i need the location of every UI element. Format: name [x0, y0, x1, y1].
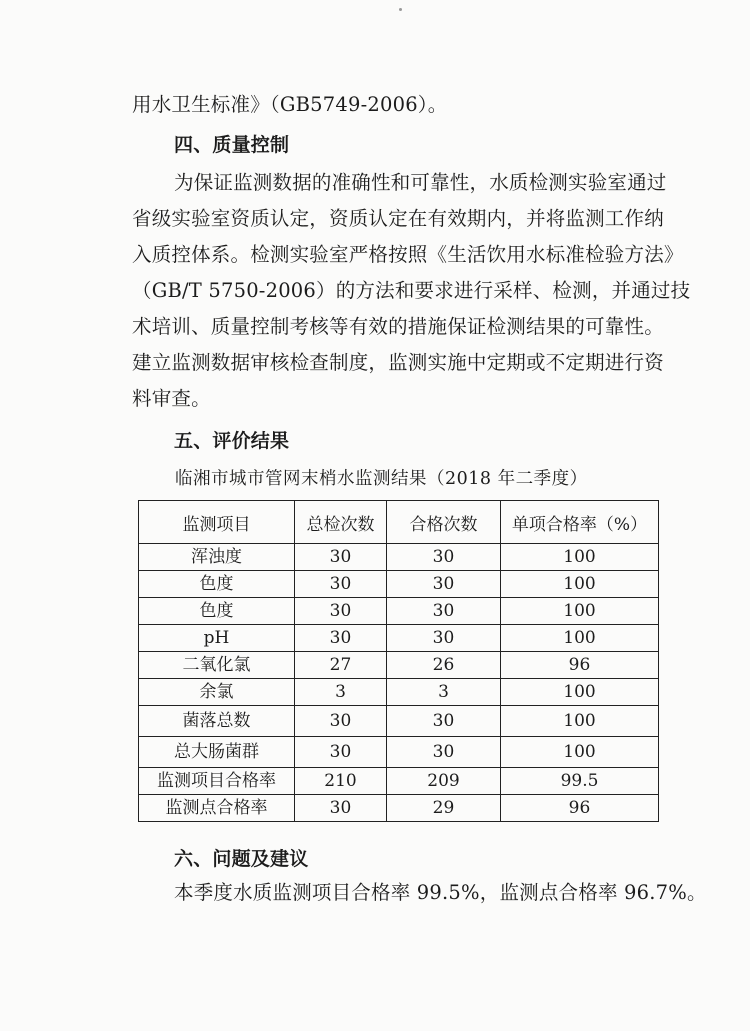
table-cell: 100: [501, 737, 659, 768]
table-cell: 26: [387, 652, 501, 679]
table-header-row: [139, 501, 659, 544]
column-header-item: 监测项目: [139, 501, 295, 544]
table-cell: 余氯: [139, 679, 295, 706]
table-row: [139, 768, 659, 795]
continuation-text: 用水卫生标准》（GB5749-2006）。: [132, 93, 448, 116]
table-cell: 29: [387, 795, 501, 822]
table-cell: 监测项目合格率: [139, 768, 295, 795]
table-cell: 3: [387, 679, 501, 706]
section-heading-issues: 六、问题及建议: [174, 848, 309, 870]
table-cell: 30: [387, 598, 501, 625]
table-row: [139, 706, 659, 737]
table-cell: 30: [387, 571, 501, 598]
table-cell: 3: [295, 679, 387, 706]
table-cell: 色度: [139, 598, 295, 625]
table-cell: 30: [387, 737, 501, 768]
table-cell: 100: [501, 625, 659, 652]
column-header-rate: 单项合格率（%）: [501, 501, 659, 544]
section-heading-quality: 四、质量控制: [174, 134, 290, 156]
table-cell: 菌落总数: [139, 706, 295, 737]
table-cell: 30: [295, 706, 387, 737]
paragraph-line: 术培训、质量控制考核等有效的措施保证检测结果的可靠性。: [132, 315, 664, 338]
paragraph-line: 省级实验室资质认定，资质认定在有效期内，并将监测工作纳: [132, 207, 664, 230]
table-cell: 30: [295, 625, 387, 652]
table-cell: 96: [501, 652, 659, 679]
table-cell: pH: [139, 625, 295, 652]
paragraph-line: 为保证监测数据的准确性和可靠性，水质检测实验室通过: [174, 171, 667, 194]
table-cell: 30: [387, 706, 501, 737]
table-cell: 二氧化氯: [139, 652, 295, 679]
paragraph-line: （GB/T 5750-2006）的方法和要求进行采样、检测，并通过技: [132, 279, 691, 302]
table-cell: 30: [295, 737, 387, 768]
results-table: [138, 500, 659, 822]
table-cell: 96: [501, 795, 659, 822]
table-cell: 浑浊度: [139, 544, 295, 571]
table-row: [139, 544, 659, 571]
scan-speck: [399, 8, 402, 11]
paragraph-line: 料审查。: [132, 387, 211, 410]
table-cell: 100: [501, 571, 659, 598]
table-cell: 30: [387, 625, 501, 652]
table-row: [139, 625, 659, 652]
table-cell: 100: [501, 679, 659, 706]
column-header-passed: 合格次数: [387, 501, 501, 544]
column-header-total: 总检次数: [295, 501, 387, 544]
table-row: [139, 571, 659, 598]
table-row: [139, 679, 659, 706]
table-cell: 30: [295, 598, 387, 625]
table-cell: 100: [501, 544, 659, 571]
table-cell: 100: [501, 706, 659, 737]
table-cell: 100: [501, 598, 659, 625]
table-row: [139, 737, 659, 768]
table-row: [139, 598, 659, 625]
table-cell: 209: [387, 768, 501, 795]
table-cell: 27: [295, 652, 387, 679]
table-cell: 色度: [139, 571, 295, 598]
section-heading-results: 五、评价结果: [174, 430, 290, 452]
issues-text: 本季度水质监测项目合格率 99.5%，监测点合格率 96.7%。: [174, 881, 707, 904]
table-cell: 30: [295, 544, 387, 571]
table-row: [139, 795, 659, 822]
table-cell: 监测点合格率: [139, 795, 295, 822]
table-cell: 99.5: [501, 768, 659, 795]
table-row: [139, 652, 659, 679]
paragraph-line: 建立监测数据审核检查制度，监测实施中定期或不定期进行资: [132, 351, 664, 374]
table-cell: 总大肠菌群: [139, 737, 295, 768]
table-cell: 210: [295, 768, 387, 795]
table-caption: 临湘市城市管网末梢水监测结果（2018 年二季度）: [175, 469, 588, 489]
paragraph-line: 入质控体系。检测实验室严格按照《生活饮用水标准检验方法》: [132, 243, 684, 266]
table-cell: 30: [295, 795, 387, 822]
table-cell: 30: [387, 544, 501, 571]
table-cell: 30: [295, 571, 387, 598]
